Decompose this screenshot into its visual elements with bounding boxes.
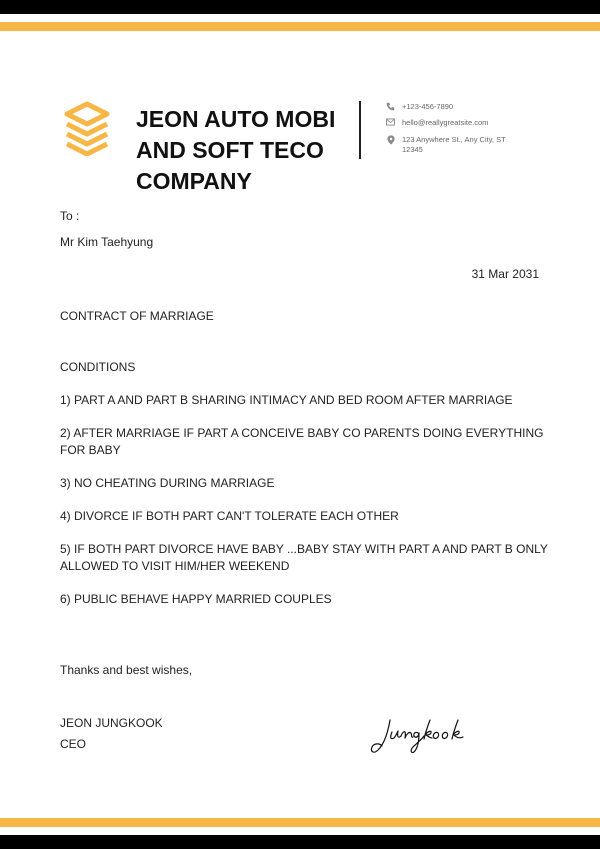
condition-item: 3) NO CHEATING DURING MARRIAGE (60, 475, 275, 490)
condition-item: 1) PART A AND PART B SHARING INTIMACY AND BED ROOM AFTER MARRIAGE (60, 392, 513, 407)
phone-icon (386, 102, 395, 112)
header-divider (359, 101, 361, 159)
top-accent-bar (0, 22, 600, 31)
contact-phone (386, 102, 520, 112)
letter-subject: CONTRACT OF MARRIAGE (60, 309, 214, 323)
stacked-layers-icon (62, 100, 112, 156)
closing-line: Thanks and best wishes, (60, 663, 193, 677)
email-text: hello@reallygreatsite.com (402, 118, 489, 127)
sender-title: CEO (60, 737, 87, 751)
signature (368, 712, 468, 758)
condition-item: 6) PUBLIC BEHAVE HAPPY MARRIED COUPLES (60, 591, 332, 606)
address-text: 123 Anywhere St., Any City, ST 12345 (402, 135, 506, 154)
condition-item: 2) AFTER MARRIAGE IF PART A CONCEIVE BABY CO PARENTS DOING EVERYTHING FOR BABY (60, 425, 544, 457)
condition-item: 4) DIVORCE IF BOTH PART CAN'T TOLERATE EACH OTHER (60, 508, 399, 523)
conditions-heading: CONDITIONS (60, 359, 136, 374)
location-pin-icon (386, 135, 395, 145)
mail-icon (386, 118, 395, 128)
condition-item: 5) IF BOTH PART DIVORCE HAVE BABY ...BABY STAY WITH PART A AND PART B ONLY ALLOWED TO VISIT HIM/HER WEEKEND (60, 542, 548, 573)
phone-text: +123-456-7890 (402, 102, 454, 111)
contact-email (386, 118, 520, 128)
bottom-accent-bar (0, 818, 600, 827)
to-label: To : (60, 209, 80, 223)
conditions-block (60, 342, 550, 624)
letter-date: 31 Mar 2031 (471, 267, 539, 281)
company-name: JEON AUTO MOBI AND SOFT TECO COMPANY (136, 106, 336, 194)
contact-address (386, 135, 520, 155)
sender-name: JEON JUNGKOOK (60, 716, 163, 730)
top-black-bar (0, 0, 600, 14)
bottom-black-bar (0, 835, 600, 849)
recipient-name: Mr Kim Taehyung (60, 235, 154, 249)
